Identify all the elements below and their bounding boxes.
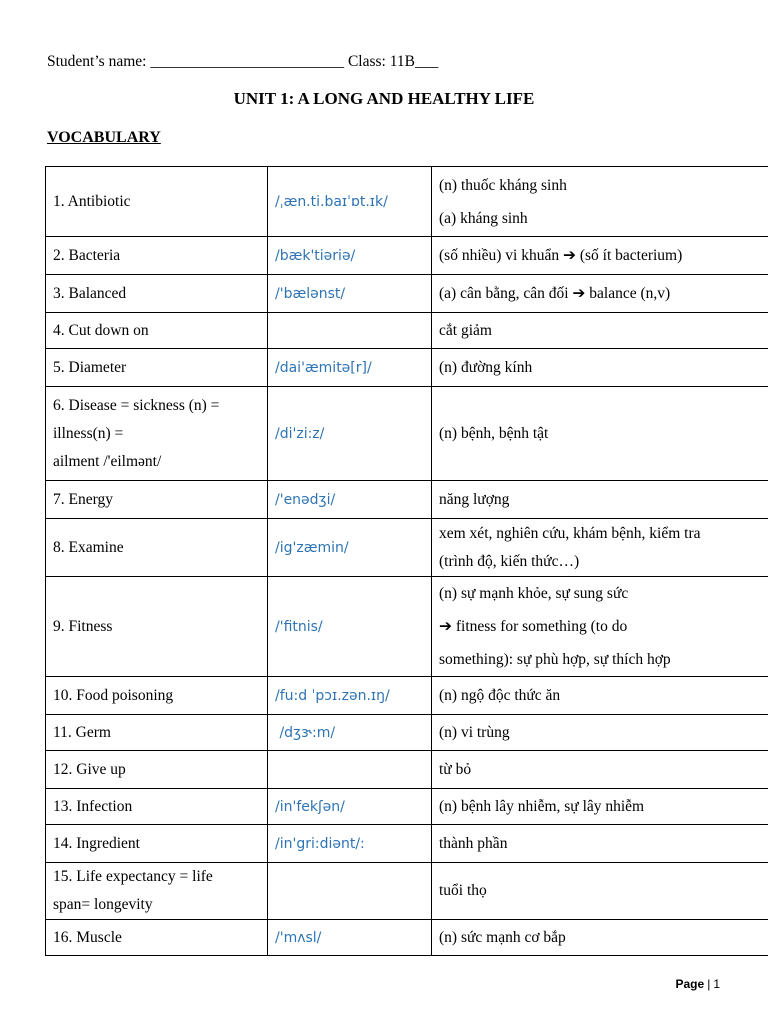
- ipa-cell: [268, 920, 432, 956]
- meaning-cell: [432, 387, 768, 481]
- term-cell: [46, 519, 268, 577]
- term-text: span= longevity: [53, 896, 153, 913]
- meaning-text: (n) sự mạnh khỏe, sự sung sức: [439, 585, 629, 602]
- page-footer: [676, 977, 721, 991]
- meaning-cell: [432, 577, 768, 677]
- table-row: [46, 825, 768, 863]
- ipa-text: /in'gri:diənt/:: [275, 835, 365, 852]
- table-row: [46, 863, 768, 920]
- unit-title: UNIT 1: A LONG AND HEALTHY LIFE: [233, 89, 535, 108]
- ipa-cell: [268, 789, 432, 825]
- meaning-cell: [432, 237, 768, 275]
- term-cell: [46, 751, 268, 789]
- ipa-cell: [268, 275, 432, 313]
- term-cell: [46, 577, 268, 677]
- term-cell: [46, 167, 268, 237]
- table-row: [46, 313, 768, 349]
- term-text: 14. Ingredient: [53, 834, 140, 852]
- vocabulary-heading: VOCABULARY: [47, 129, 161, 146]
- meaning-cell: [432, 349, 768, 387]
- ipa-cell: [268, 349, 432, 387]
- meaning-cell: [432, 167, 768, 237]
- class-label: Class: 11B___: [347, 53, 439, 70]
- ipa-text: /fu:d ˈpɔɪ.zən.ɪŋ/: [275, 687, 390, 704]
- table-row: [46, 481, 768, 519]
- ipa-text: /ig'zæmin/: [275, 539, 349, 556]
- ipa-text: /di'zi:z/: [275, 425, 325, 442]
- term-text: 6. Disease = sickness (n) =: [53, 396, 220, 414]
- meaning-text: (n) sức mạnh cơ bắp: [439, 928, 566, 946]
- term-text: 15. Life expectancy = life: [53, 868, 213, 885]
- ipa-cell: [268, 237, 432, 275]
- term-text: 16. Muscle: [53, 928, 122, 946]
- term-text: ailment /'eilmənt/: [53, 452, 162, 470]
- term-cell: [46, 313, 268, 349]
- ipa-cell: [268, 481, 432, 519]
- meaning-cell: [432, 751, 768, 789]
- ipa-cell: [268, 387, 432, 481]
- term-cell: [46, 237, 268, 275]
- table-row: [46, 920, 768, 956]
- ipa-cell: [268, 167, 432, 237]
- ipa-cell: [268, 863, 432, 920]
- ipa-text: /'enədʒi/: [275, 491, 336, 508]
- student-name-blank: _________________________: [150, 53, 345, 70]
- meaning-text: (a) cân bằng, cân đối ➔ balance (n,v): [439, 284, 671, 302]
- page-separator: |: [707, 977, 711, 991]
- meaning-cell: [432, 677, 768, 715]
- page-number: 1: [713, 977, 720, 991]
- meaning-text: (n) đường kính: [439, 358, 533, 376]
- ipa-text: /dʒɝ:m/: [275, 724, 336, 741]
- term-cell: [46, 789, 268, 825]
- term-cell: [46, 677, 268, 715]
- ipa-text: /ˌæn.ti.baɪˈɒt.ɪk/: [275, 193, 388, 210]
- meaning-cell: [432, 275, 768, 313]
- table-row: [46, 519, 768, 577]
- ipa-cell: [268, 715, 432, 751]
- term-cell: [46, 387, 268, 481]
- term-cell: [46, 275, 268, 313]
- meaning-text: ➔ fitness for something (to do: [439, 618, 628, 635]
- term-text: 10. Food poisoning: [53, 686, 174, 704]
- term-text: 8. Examine: [53, 538, 124, 556]
- table-row: [46, 237, 768, 275]
- term-cell: [46, 349, 268, 387]
- meaning-cell: [432, 519, 768, 577]
- meaning-text: (n) ngộ độc thức ăn: [439, 686, 561, 704]
- ipa-cell: [268, 519, 432, 577]
- ipa-cell: [268, 825, 432, 863]
- table-row: [46, 789, 768, 825]
- table-row: [46, 349, 768, 387]
- term-cell: [46, 825, 268, 863]
- table-row: [46, 715, 768, 751]
- term-cell: [46, 863, 268, 920]
- meaning-cell: [432, 481, 768, 519]
- meaning-text: something): sự phù hợp, sự thích hợp: [439, 651, 671, 668]
- meaning-cell: [432, 863, 768, 920]
- term-text: 9. Fitness: [53, 617, 113, 635]
- meaning-text: (trình độ, kiến thức…): [439, 552, 580, 570]
- meaning-cell: [432, 313, 768, 349]
- ipa-cell: [268, 751, 432, 789]
- term-text: 7. Energy: [53, 490, 113, 508]
- term-text: 12. Give up: [53, 760, 126, 778]
- table-row: [46, 751, 768, 789]
- meaning-cell: [432, 789, 768, 825]
- vocabulary-table: [45, 166, 768, 956]
- term-text: 3. Balanced: [53, 284, 127, 302]
- table-row: [46, 275, 768, 313]
- meaning-cell: [432, 920, 768, 956]
- meaning-cell: [432, 715, 768, 751]
- student-name-label: Student’s name:: [47, 53, 147, 70]
- term-text: 5. Diameter: [53, 358, 127, 376]
- table-row: [46, 577, 768, 677]
- term-text: 2. Bacteria: [53, 246, 121, 264]
- term-cell: [46, 920, 268, 956]
- student-info-line: [47, 53, 438, 71]
- page-label: Page: [675, 977, 705, 991]
- meaning-text: (a) kháng sinh: [439, 209, 528, 227]
- ipa-text: /in'fekʃən/: [275, 798, 345, 815]
- ipa-text: /'bælənst/: [275, 285, 346, 302]
- meaning-text: cắt giảm: [439, 321, 492, 339]
- vocabulary-table-body: [46, 167, 768, 956]
- ipa-text: /bæk'tiəriə/: [275, 247, 356, 264]
- meaning-text: xem xét, nghiên cứu, khám bệnh, kiểm tra: [439, 524, 701, 542]
- term-cell: [46, 715, 268, 751]
- table-row: [46, 167, 768, 237]
- term-text: 13. Infection: [53, 797, 133, 815]
- meaning-text: thành phần: [439, 834, 508, 852]
- meaning-text: (n) bệnh lây nhiễm, sự lây nhiễm: [439, 797, 645, 815]
- meaning-text: năng lượng: [439, 490, 510, 508]
- ipa-cell: [268, 677, 432, 715]
- term-text: illness(n) =: [53, 424, 124, 442]
- meaning-text: (số nhiều) vi khuẩn ➔ (số ít bacterium): [439, 246, 683, 264]
- meaning-text: từ bỏ: [439, 760, 472, 778]
- table-row: [46, 387, 768, 481]
- term-text: 4. Cut down on: [53, 321, 149, 339]
- term-text: 11. Germ: [53, 723, 111, 741]
- table-row: [46, 677, 768, 715]
- term-cell: [46, 481, 268, 519]
- ipa-text: /'fitnis/: [275, 618, 323, 635]
- term-text: 1. Antibiotic: [53, 192, 131, 210]
- ipa-cell: [268, 577, 432, 677]
- ipa-cell: [268, 313, 432, 349]
- meaning-text: tuổi thọ: [439, 882, 487, 899]
- ipa-text: /dai'æmitə[r]/: [275, 359, 372, 376]
- meaning-text: (n) bệnh, bệnh tật: [439, 424, 549, 442]
- meaning-text: (n) vi trùng: [439, 723, 510, 741]
- ipa-text: /'mʌsl/: [275, 929, 322, 946]
- meaning-cell: [432, 825, 768, 863]
- meaning-text: (n) thuốc kháng sinh: [439, 176, 567, 194]
